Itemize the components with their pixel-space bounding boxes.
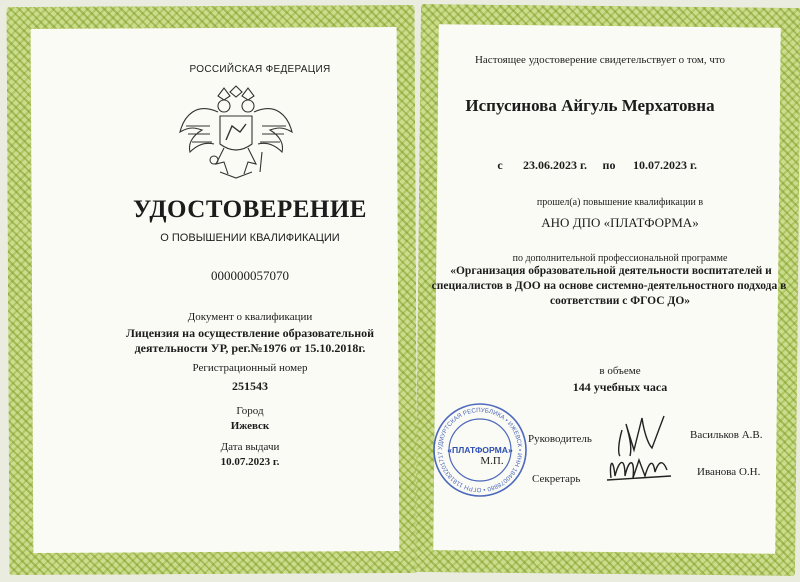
holder-full-name: Испусинова Айгуль Мерхатовна (465, 96, 715, 115)
qualification-doc-label: Документ о квалификации (187, 311, 313, 323)
period-from-label: с (497, 158, 503, 172)
country-name: РОССИЙСКАЯ ФЕДЕРАЦИЯ (189, 64, 331, 75)
document-subtitle: О ПОВЫШЕНИИ КВАЛИФИКАЦИИ (160, 232, 340, 244)
organization-name: АНО ДПО «ПЛАТФОРМА» (541, 215, 699, 230)
document-title: УДОСТОВЕРЕНИЕ (133, 196, 367, 223)
seal-center-text: «ПЛАТФОРМА» (447, 445, 513, 455)
secretary-signature (605, 448, 675, 486)
period-date-to: 10.07.2023 г. (632, 158, 698, 172)
program-title-line-1: «Организация образовательной деятельности воспитателей и (450, 265, 772, 277)
serial-number: 000000057070 (211, 268, 289, 283)
period-to-label: по (602, 158, 616, 172)
volume-label: в объеме (599, 365, 641, 377)
license-line-2: деятельности УР, рег.№1976 от 15.10.2018г. (134, 341, 366, 355)
passed-training-text: прошел(а) повышение квалификации в (536, 197, 704, 208)
city-label: Город (236, 405, 264, 417)
registration-number: 251543 (232, 379, 268, 393)
head-label: Руководитель (528, 433, 592, 445)
secretary-label: Секретарь (532, 473, 581, 485)
seal-ring-text: УДМУРТСКАЯ РЕСПУБЛИКА • ИЖЕВСК • ИНН 1840078880 • ОГРН 118183201717 (436, 406, 524, 494)
coat-of-arms-icon (176, 82, 296, 184)
issue-date-value: 10.07.2023 г. (220, 456, 280, 468)
organization-seal-icon (432, 402, 528, 498)
program-title-line-3: соответствии с ФГОС ДО» (549, 295, 691, 307)
program-title-line-2: специалистов в ДОО на основе системно-деятельностного подхода в (431, 280, 787, 292)
certifies-text: Настоящее удостоверение свидетельствует о том, что (474, 54, 726, 66)
stamp-mark: М.П. (480, 455, 504, 467)
city-value: Ижевск (230, 420, 270, 432)
program-label: по дополнительной профессиональной программе (512, 253, 728, 264)
period-date-from: 23.06.2023 г. (522, 158, 588, 172)
head-name: Васильков А.В. (690, 429, 763, 441)
issue-date-label: Дата выдачи (220, 441, 280, 453)
secretary-name: Иванова О.Н. (697, 466, 761, 478)
volume-value: 144 учебных часа (572, 380, 668, 394)
license-line-1: Лицензия на осуществление образовательной (125, 326, 375, 340)
registration-label: Регистрационный номер (192, 362, 308, 374)
